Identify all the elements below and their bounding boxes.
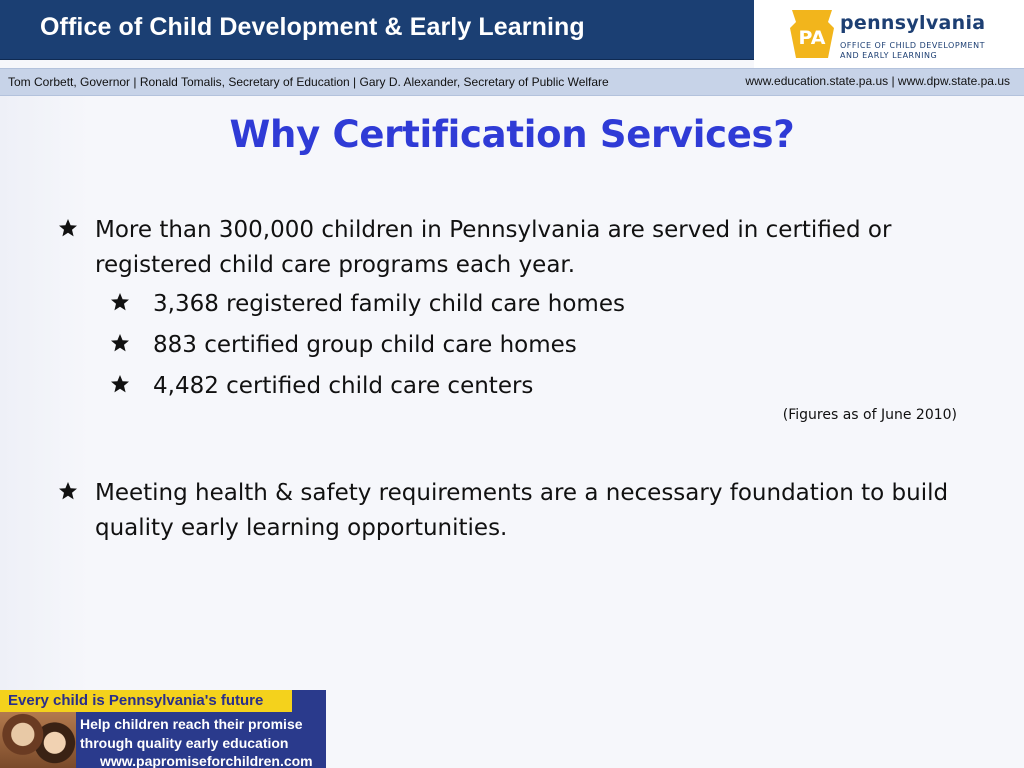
sub-bullet-item [110, 370, 810, 402]
children-photo [0, 712, 76, 768]
logo-area [754, 0, 1024, 68]
keystone-icon [788, 8, 836, 60]
star-icon [58, 481, 78, 501]
logo-subtitle-line2: AND EARLY LEARNING [840, 51, 938, 60]
logo-subtitle-line1: OFFICE OF CHILD DEVELOPMENT [840, 41, 985, 50]
star-icon [110, 333, 130, 353]
bullet-text: Meeting health & safety requirements are a necessary foundation to build quality early learning opportunities. [95, 480, 949, 541]
header-title: Office of Child Development & Early Learning [40, 13, 585, 41]
banner-header [0, 690, 292, 712]
sub-bullet-item [110, 288, 810, 320]
pennsylvania-logo [782, 2, 998, 64]
banner-line1: Help children reach their promise [80, 716, 303, 732]
banner-top-text: Every child is Pennsylvania's future [8, 692, 264, 709]
sub-bullet-text: 3,368 registered family child care homes [153, 291, 625, 317]
info-bar [0, 68, 1024, 96]
star-icon [58, 218, 78, 238]
bullet-item [58, 213, 958, 283]
bullet-text: More than 300,000 children in Pennsylvania are served in certified or registered child care programs each year. [95, 217, 892, 278]
promise-banner [0, 690, 326, 768]
banner-url: www.papromiseforchildren.com [100, 753, 313, 768]
left-decorative-stripe [0, 96, 90, 696]
sub-bullet-text: 883 certified group child care homes [153, 332, 577, 358]
slide-title: Why Certification Services? [229, 113, 795, 156]
figures-note: (Figures as of June 2010) [782, 407, 957, 423]
websites-text: www.education.state.pa.us | www.dpw.state.pa.us [745, 74, 1010, 88]
bullet-item [58, 476, 968, 546]
officials-text: Tom Corbett, Governor | Ronald Tomalis, Secretary of Education | Gary D. Alexander, Secretary of Public Welfare [8, 75, 609, 89]
star-icon [110, 374, 130, 394]
keystone-text: PA [798, 27, 826, 49]
star-icon [110, 292, 130, 312]
banner-line2: through quality early education [80, 735, 289, 751]
sub-bullet-item [110, 329, 810, 361]
header-bar [0, 0, 754, 60]
logo-wordmark: pennsylvania [840, 12, 986, 34]
sub-bullet-text: 4,482 certified child care centers [153, 373, 534, 399]
